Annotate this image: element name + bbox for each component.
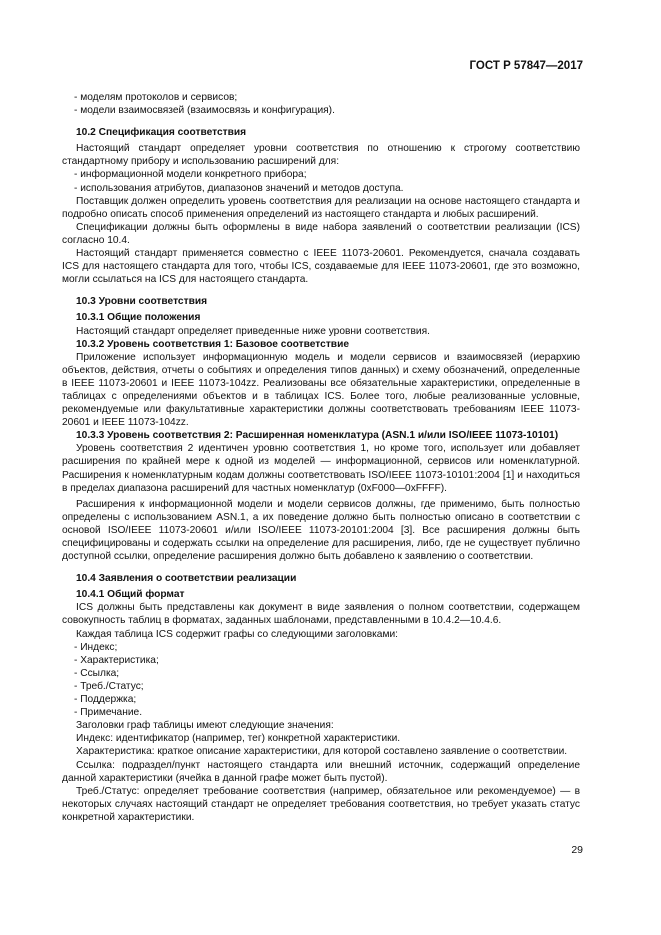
paragraph: Настоящий стандарт определяет приведенные ниже уровни соответствия. bbox=[76, 325, 430, 337]
list-item: - Характеристика; bbox=[74, 654, 159, 666]
paragraph: Каждая таблица ICS содержит графы со следующими заголовками: bbox=[76, 628, 398, 640]
list-item: - информационной модели конкретного прибора; bbox=[74, 169, 307, 181]
list-item: - Треб./Статус; bbox=[74, 680, 144, 692]
subsection-heading-10-3-3: 10.3.3 Уровень соответствия 2: Расширенная номенклатура (ASN.1 и/или ISO/IEEE 11073-10101) bbox=[76, 430, 559, 442]
section-heading-10-2: 10.2 Спецификация соответствия bbox=[76, 127, 247, 139]
list-item: - Примечание. bbox=[74, 707, 143, 719]
paragraph: Настоящий стандарт применяется совместно с IEEE 11073-20601. Рекомендуется, сначала создавать ICS для настоящего стандарта для того, чтобы ICS, создаваемые для IEEE 11073-20601, где это возможно, могли ссылаться на ICS для настоящего стандарта. bbox=[62, 248, 580, 286]
list-item: - модели взаимосвязей (взаимосвязь и конфигурация). bbox=[74, 105, 335, 117]
subsection-heading-10-3-1: 10.3.1 Общие положения bbox=[76, 312, 201, 324]
subsection-heading-10-3-2: 10.3.2 Уровень соответствия 1: Базовое соответствие bbox=[76, 338, 349, 350]
list-item: - Поддержка; bbox=[74, 694, 137, 706]
page-body bbox=[62, 91, 580, 824]
paragraph: Заголовки граф таблицы имеют следующие значения: bbox=[76, 720, 334, 732]
section-heading-10-4: 10.4 Заявления о соответствии реализации bbox=[76, 573, 297, 585]
section-heading-10-3: 10.3 Уровни соответствия bbox=[76, 296, 208, 308]
paragraph: Уровень соответствия 2 идентичен уровню соответствия 1, но кроме того, использует или добавляет расширения по крайней мере к одной из моделей — информационной, сервисов или номенклатурной. Расширения к номенклатурным кодам должны соответствовать ISO/IEEE 11073-10101:2004 [1] и находиться в пределах диапазона расширений для частных номенклатур (0xF000—0xFFFF). bbox=[62, 443, 580, 494]
page-number: 29 bbox=[571, 844, 583, 856]
list-item: - Ссылка; bbox=[74, 667, 120, 679]
paragraph: Индекс: идентификатор (например, тег) конкретной характеристики. bbox=[76, 733, 401, 745]
paragraph: Приложение использует информационную модель и модели сервисов и взаимосвязей (иерархию объектов, действия, отчеты о событиях и определения типов данных) и схему обозначений, определенные в IEEE 11073-20601 и IEEE 11073-104zz. Реализованы все обязательные характеристики, определенные в таблицах с определениями объектов и в таблицах ICS. Более того, любые реализованные условные, рекомендуемые или факультативные характеристики должны соответствовать требованиям IEEE 11073-20601 и IEEE 11073-104zz. bbox=[62, 351, 580, 429]
list-item: - Индекс; bbox=[74, 641, 118, 653]
paragraph: Расширения к информационной модели и модели сервисов должны, где применимо, быть полностью определены с использованием ASN.1, а их поведение должно быть полностью описано в соответствии с основой ISO/IEEE 11073-20601 и/или ISO/IEEE 11073-20101:2004 [3]. Все расширения должны быть специфицированы и содержать ссылки на определение для расширения, либо, где не существует публично доступной ссылки, определение расширения должно быть добавлено к заявлению о соответствии. bbox=[62, 498, 580, 563]
list-item: - использования атрибутов, диапазонов значений и методов доступа. bbox=[74, 182, 404, 194]
paragraph: Настоящий стандарт определяет уровни соответствия по отношению к строгому соответствию стандартному прибору и использованию расширений для: bbox=[62, 143, 580, 168]
subsection-heading-10-4-1: 10.4.1 Общий формат bbox=[76, 589, 185, 601]
paragraph: Ссылка: подраздел/пункт настоящего стандарта или внешний источник, содержащий определение данной характеристики (ячейка в данной графе может быть пустой). bbox=[62, 759, 580, 784]
paragraph: ICS должны быть представлены как документ в виде заявления о полном соответствии, содержащем совокупность таблиц в форматах, заданных шаблонами, представленными в 10.4.2—10.4.6. bbox=[62, 602, 580, 627]
list-item: - моделям протоколов и сервисов; bbox=[74, 92, 238, 103]
paragraph: Треб./Статус: определяет требование соответствия (например, обязательное или рекомендуемое) — в некоторых случаях настоящий стандарт не определяет требования соответствия, но требует указать статус конкретной характеристики. bbox=[62, 785, 580, 823]
paragraph: Поставщик должен определить уровень соответствия для реализации на основе настоящего стандарта и подробно описать способ применения определений из настоящего стандарта и любых расширений. bbox=[62, 195, 580, 220]
paragraph: Спецификации должны быть оформлены в виде набора заявлений о соответствии реализации (ICS) согласно 10.4. bbox=[62, 221, 580, 246]
paragraph: Характеристика: краткое описание характеристики, для которой составлено заявление о соответствии. bbox=[76, 746, 568, 758]
page-header-standard: ГОСТ Р 57847—2017 bbox=[469, 60, 583, 72]
